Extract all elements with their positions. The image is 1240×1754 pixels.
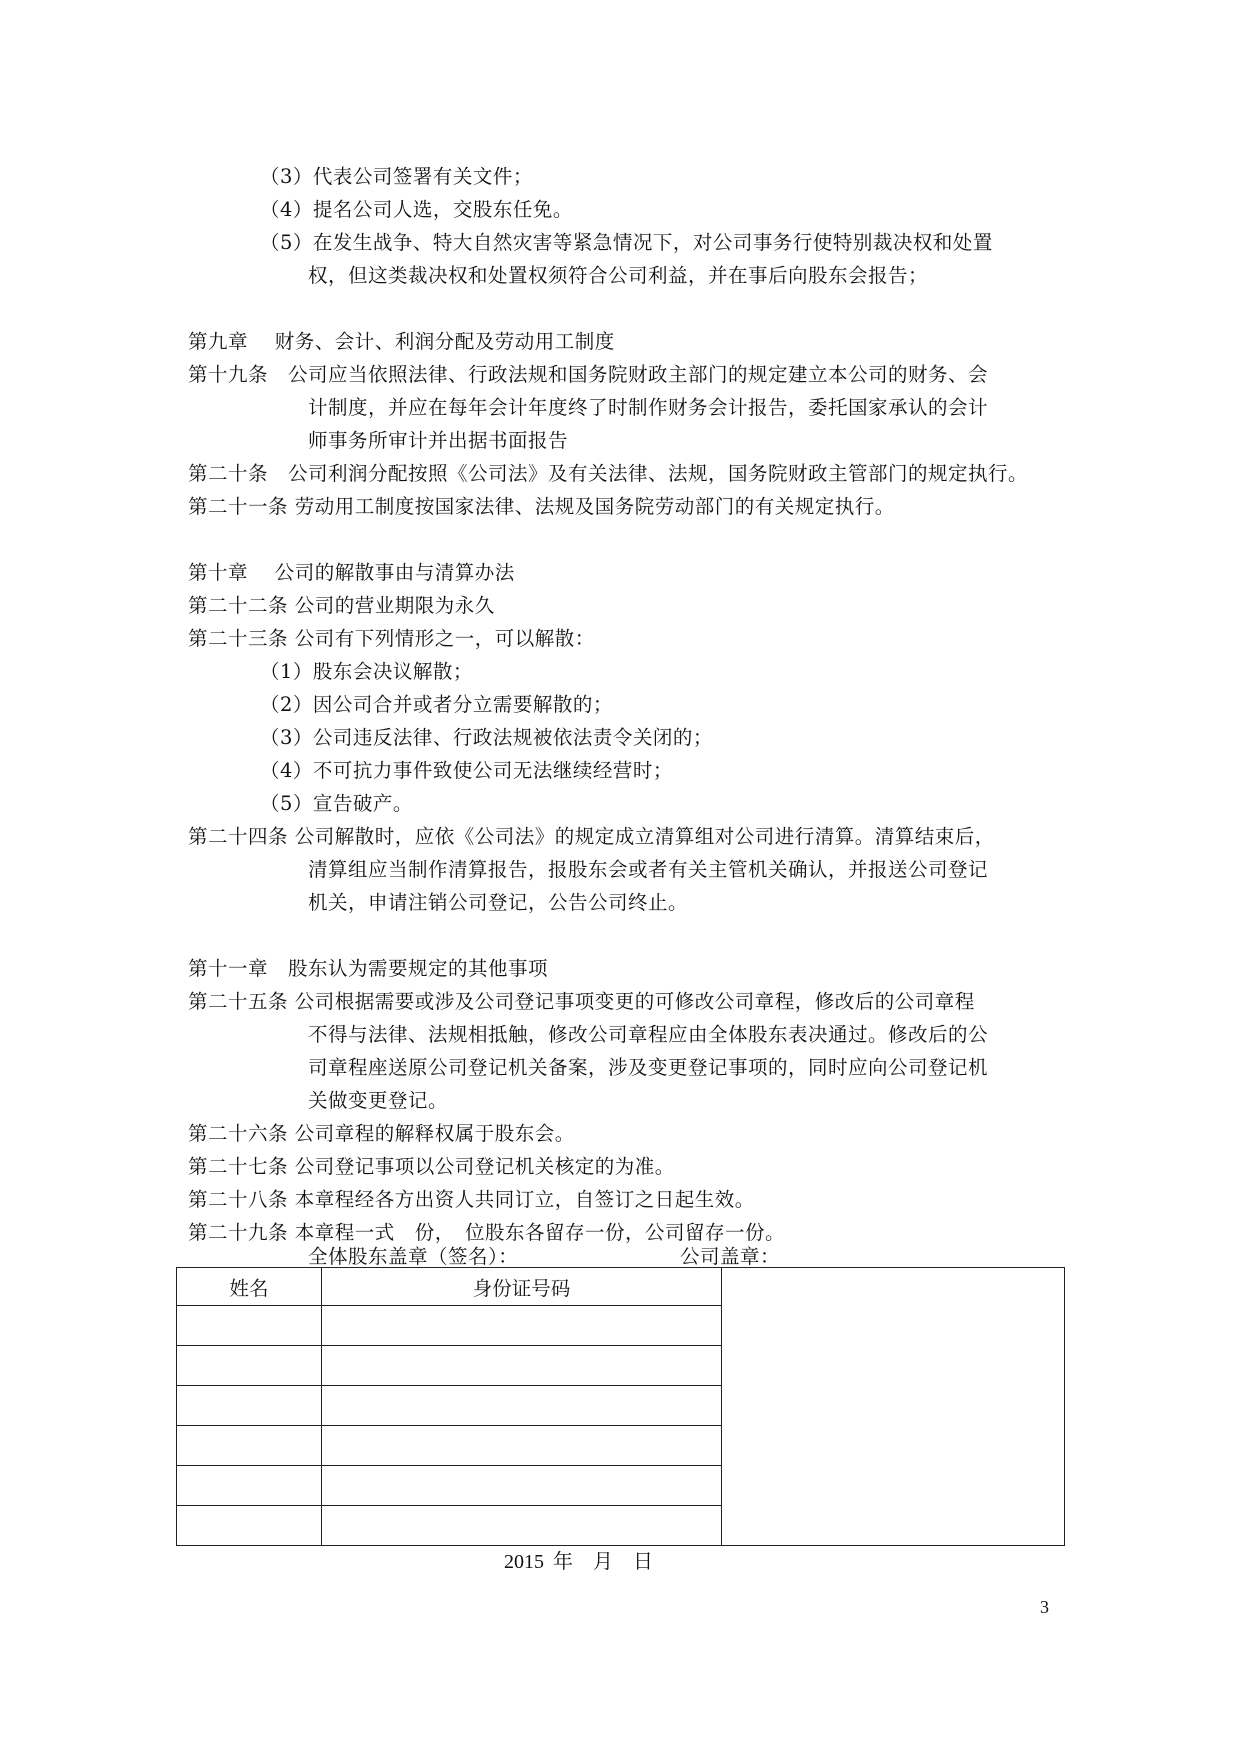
name-cell[interactable] — [177, 1346, 322, 1386]
clause-item-5-cont: 权，但这类裁决权和处置权须符合公司利益，并在事后向股东会报告； — [308, 264, 929, 287]
id-number-cell[interactable] — [322, 1466, 722, 1506]
article-28: 第二十八条 本章程经各方出资人共同订立，自签订之日起生效。 — [188, 1188, 755, 1211]
clause-item-4: （4）提名公司人选，交股东任免。 — [260, 198, 573, 221]
chapter-10-heading: 第十章 公司的解散事由与清算办法 — [188, 561, 515, 584]
clause-item-3: （3）代表公司签署有关文件； — [260, 165, 533, 188]
article-26: 第二十六条 公司章程的解释权属于股东会。 — [188, 1122, 575, 1145]
article-25: 第二十五条 公司根据需要或涉及公司登记事项变更的可修改公司章程，修改后的公司章程 — [188, 990, 975, 1013]
name-column-header: 姓名 — [177, 1268, 322, 1306]
dissolution-item-5: （5）宣告破产。 — [260, 792, 413, 815]
name-cell[interactable] — [177, 1466, 322, 1506]
chapter-9-heading: 第九章 财务、会计、利润分配及劳动用工制度 — [188, 330, 615, 353]
name-cell[interactable] — [177, 1306, 322, 1346]
article-22: 第二十二条 公司的营业期限为永久 — [188, 594, 495, 617]
name-cell[interactable] — [177, 1506, 322, 1546]
article-19-cont-1: 计制度，并应在每年会计年度终了时制作财务会计报告，委托国家承认的会计 — [308, 396, 989, 419]
dissolution-item-3: （3）公司违反法律、行政法规被依法责令关闭的； — [260, 726, 713, 749]
id-number-cell[interactable] — [322, 1346, 722, 1386]
page-number: 3 — [1040, 1597, 1049, 1617]
company-seal-box — [722, 1268, 1065, 1546]
article-24-cont-2: 机关，申请注销公司登记，公告公司终止。 — [308, 891, 689, 914]
id-number-cell[interactable] — [322, 1386, 722, 1426]
id-number-column-header: 身份证号码 — [322, 1268, 722, 1306]
id-number-cell[interactable] — [322, 1306, 722, 1346]
article-19-cont-2: 师事务所审计并出据书面报告 — [308, 429, 569, 452]
article-29: 第二十九条 本章程一式 份， 位股东各留存一份，公司留存一份。 — [188, 1221, 785, 1244]
article-24: 第二十四条 公司解散时，应依《公司法》的规定成立清算组对公司进行清算。清算结束后， — [188, 825, 995, 848]
dissolution-item-2: （2）因公司合并或者分立需要解散的； — [260, 693, 613, 716]
article-21: 第二十一条 劳动用工制度按国家法律、法规及国务院劳动部门的有关规定执行。 — [188, 495, 895, 518]
name-cell[interactable] — [177, 1386, 322, 1426]
chapter-11-heading: 第十一章 股东认为需要规定的其他事项 — [188, 957, 549, 980]
clause-item-5: （5）在发生战争、特大自然灾害等紧急情况下，对公司事务行使特别裁决权和处置 — [260, 231, 993, 254]
signature-table — [176, 1267, 1065, 1546]
shareholders-seal-label: 全体股东盖章（签名）： — [308, 1245, 519, 1268]
article-27: 第二十七条 公司登记事项以公司登记机关核定的为准。 — [188, 1155, 675, 1178]
article-20: 第二十条 公司利润分配按照《公司法》及有关法律、法规，国务院财政主管部门的规定执行。 — [188, 462, 1029, 485]
article-25-cont-1: 不得与法律、法规相抵触，修改公司章程应由全体股东表决通过。修改后的公 — [308, 1023, 989, 1046]
article-24-cont-1: 清算组应当制作清算报告，报股东会或者有关主管机关确认，并报送公司登记 — [308, 858, 989, 881]
dissolution-item-1: （1）股东会决议解散； — [260, 660, 473, 683]
table-header-row — [177, 1268, 1065, 1306]
article-25-cont-2: 司章程座送原公司登记机关备案，涉及变更登记事项的，同时应向公司登记机 — [308, 1056, 989, 1079]
company-seal-label: 公司盖章： — [680, 1245, 781, 1268]
article-25-cont-3: 关做变更登记。 — [308, 1089, 449, 1112]
name-cell[interactable] — [177, 1426, 322, 1466]
dissolution-item-4: （4）不可抗力事件致使公司无法继续经营时； — [260, 759, 673, 782]
article-19: 第十九条 公司应当依照法律、行政法规和国务院财政主部门的规定建立本公司的财务、会 — [188, 363, 989, 386]
article-23: 第二十三条 公司有下列情形之一，可以解散： — [188, 627, 595, 650]
id-number-cell[interactable] — [322, 1506, 722, 1546]
date-line: 2015 年 月 日 — [504, 1551, 653, 1573]
id-number-cell[interactable] — [322, 1426, 722, 1466]
